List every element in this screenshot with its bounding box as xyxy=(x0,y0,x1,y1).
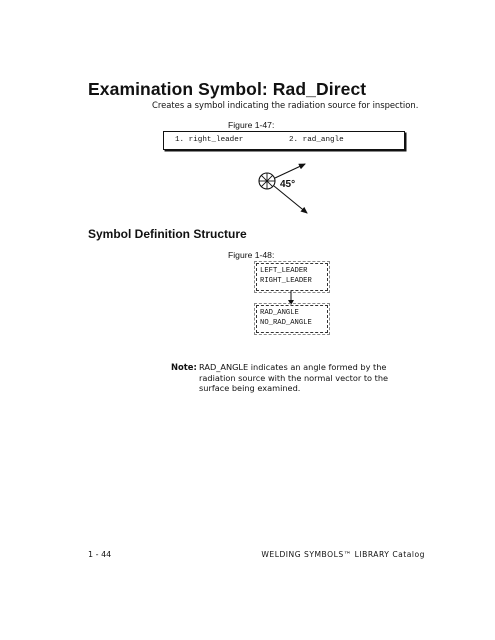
definition-item-left-leader: LEFT_LEADER xyxy=(260,267,308,275)
footer-catalog-title: WELDING SYMBOLS™ LIBRARY Catalog xyxy=(261,550,425,559)
leader-group-box xyxy=(256,263,328,291)
section-heading: Symbol Definition Structure xyxy=(88,227,247,241)
intro-text: Creates a symbol indicating the radiation source for inspection. xyxy=(152,100,419,110)
upper-leader-arrow xyxy=(275,164,305,178)
page-title: Examination Symbol: Rad_Direct xyxy=(88,79,367,99)
parameter-box xyxy=(163,131,405,150)
radiation-source-icon xyxy=(259,173,275,189)
angle-group-box xyxy=(256,305,328,333)
definition-item-no-rad-angle: NO_RAD_ANGLE xyxy=(260,319,312,327)
figure-1-47-caption: Figure 1-47: xyxy=(228,120,275,130)
note-label: Note: xyxy=(171,362,197,372)
rad-direct-symbol-figure xyxy=(250,160,330,220)
parameter-rad-angle: 2. rad_angle xyxy=(289,136,344,144)
parameter-right-leader: 1. right_leader xyxy=(175,136,244,144)
lower-leader-arrow xyxy=(274,186,307,213)
definition-item-right-leader: RIGHT_LEADER xyxy=(260,277,312,285)
definition-item-rad-angle: RAD_ANGLE xyxy=(260,309,299,317)
note-text: RAD_ANGLE indicates an angle formed by the radiation source with the normal vector to the surface being examined. xyxy=(199,362,389,393)
figure-1-48-caption: Figure 1-48: xyxy=(228,250,275,260)
footer-page-number: 1 - 44 xyxy=(88,550,112,559)
angle-label: 45° xyxy=(280,179,296,190)
